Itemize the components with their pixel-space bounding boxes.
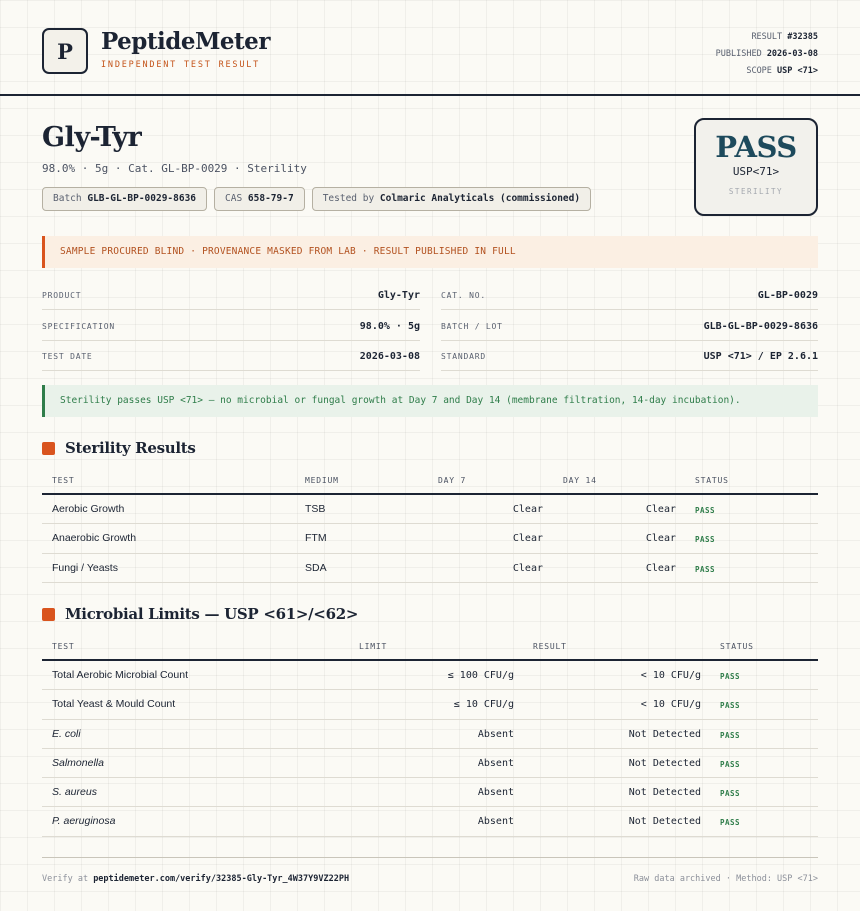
scope: SCOPE USP <71> <box>746 66 818 76</box>
table-row: Anaerobic Growth FTM Clear Clear PASS <box>42 524 818 553</box>
status-badge: PASS <box>695 564 716 574</box>
status-badge: PASS <box>720 672 741 681</box>
brand-logo: P <box>42 28 88 74</box>
product-chips <box>42 187 591 211</box>
table-row: E. coli Absent Not Detected PASS <box>42 720 818 749</box>
table-row: P. aeruginosa Absent Not Detected PASS <box>42 807 818 836</box>
status-badge: PASS <box>720 730 741 740</box>
sterility-note: Sterility passes USP <71> — no microbial or fungal growth at Day 7 and Day 14 (membrane filtration, 14-day incubation). <box>42 385 818 417</box>
sterility-section-header <box>42 439 196 457</box>
tested-by-chip: Tested by Colmaric Analyticals (commissioned) <box>312 187 591 211</box>
status-badge: PASS <box>720 701 741 711</box>
section-marker-icon <box>42 608 55 621</box>
product-title: Gly-Tyr <box>42 122 142 153</box>
info-row-batch: BATCH / LOT GLB-GL-BP-0029-8636 <box>441 311 818 341</box>
verdict-result: PASS <box>715 130 797 164</box>
verify-url[interactable]: peptidemeter.com/verify/32385-Gly-Tyr_4W37Y9VZ22PH <box>93 874 350 884</box>
table-row: S. aureus Absent Not Detected PASS <box>42 778 818 807</box>
info-row-product: PRODUCT Gly-Tyr <box>42 280 420 310</box>
table-row: Fungi / Yeasts SDA Clear Clear PASS <box>42 554 818 583</box>
published-date: PUBLISHED 2026-03-08 <box>715 49 818 59</box>
status-badge: PASS <box>720 789 741 799</box>
info-row-standard: STANDARD USP <71> / EP 2.6.1 <box>441 341 818 371</box>
report-meta <box>716 29 818 80</box>
sterility-table <box>42 466 818 583</box>
info-row-cat-no: CAT. NO. GL-BP-0029 <box>441 280 818 310</box>
report-header <box>0 0 860 96</box>
footer-method-note: Raw data archived · Method: USP <71> <box>633 874 818 884</box>
microbial-section-title: Microbial Limits — USP <61>/<62> <box>65 605 359 623</box>
table-row: Total Yeast & Mould Count ≤ 10 CFU/g < 10 CFU/g PASS <box>42 690 818 719</box>
brand-subtitle: INDEPENDENT TEST RESULT <box>101 60 261 70</box>
result-id: RESULT #32385 <box>751 32 818 42</box>
batch-chip: Batch GLB-GL-BP-0029-8636 <box>42 187 207 211</box>
sterility-section-title: Sterility Results <box>65 439 196 457</box>
footer-divider <box>42 857 818 858</box>
verdict-standard: USP<71> <box>732 165 780 178</box>
microbial-table-header: TEST LIMIT RESULT STATUS <box>42 632 818 661</box>
verdict-box <box>694 118 818 216</box>
brand-name: PeptideMeter <box>101 28 270 55</box>
status-badge: PASS <box>720 759 741 769</box>
info-row-specification: SPECIFICATION 98.0% · 5g <box>42 311 420 341</box>
status-badge: PASS <box>695 506 716 515</box>
table-row: Total Aerobic Microbial Count ≤ 100 CFU/g < 10 CFU/g PASS <box>42 661 818 690</box>
sterility-table-header: TEST MEDIUM DAY 7 DAY 14 STATUS <box>42 466 818 495</box>
product-subtitle: 98.0% · 5g · Cat. GL-BP-0029 · Sterility <box>42 162 307 175</box>
status-badge: PASS <box>720 818 741 828</box>
microbial-section-header <box>42 605 358 623</box>
cas-chip: CAS 658-79-7 <box>214 187 305 211</box>
table-row: Aerobic Growth TSB Clear Clear PASS <box>42 495 818 524</box>
section-marker-icon <box>42 442 55 455</box>
microbial-table <box>42 632 818 837</box>
info-row-test-date: TEST DATE 2026-03-08 <box>42 341 420 371</box>
table-row: Salmonella Absent Not Detected PASS <box>42 749 818 778</box>
status-badge: PASS <box>695 535 716 545</box>
verdict-category: STERILITY <box>728 187 784 196</box>
verify-link[interactable]: Verify at peptidemeter.com/verify/32385-Gly-Tyr_4W37Y9VZ22PH <box>42 874 350 884</box>
procurement-banner: SAMPLE PROCURED BLIND · PROVENANCE MASKED FROM LAB · RESULT PUBLISHED IN FULL <box>42 236 818 268</box>
